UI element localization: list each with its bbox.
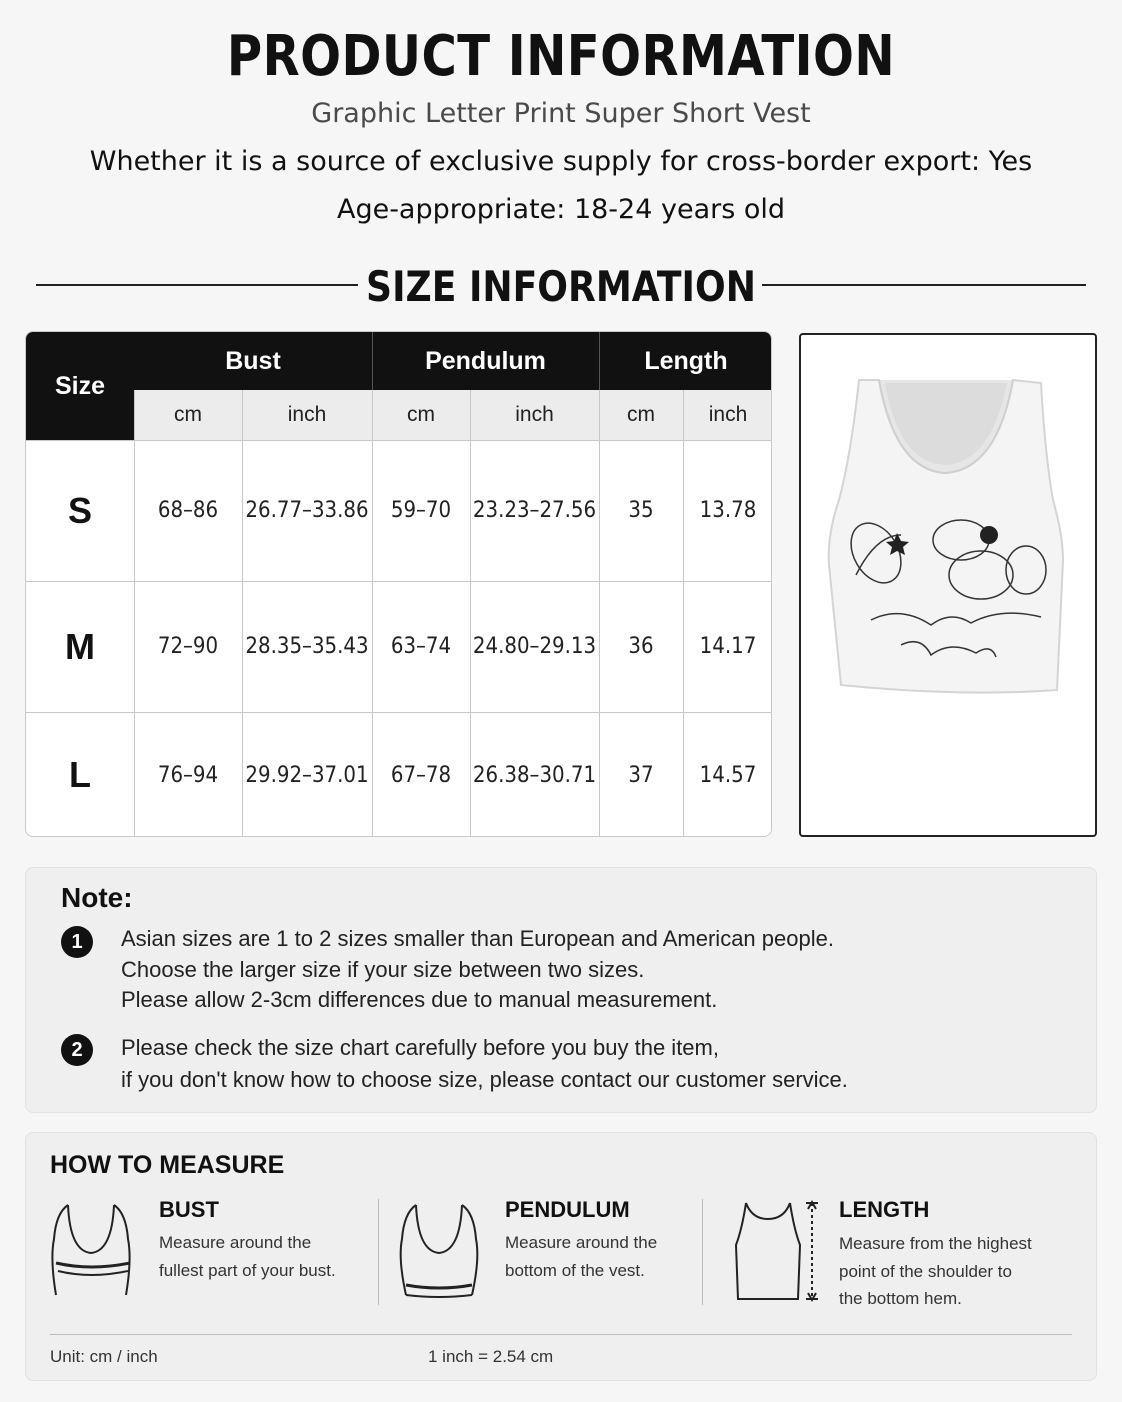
table-cell: 14.57: [683, 712, 772, 837]
pendulum-group-header: Pendulum: [372, 332, 599, 390]
length-desc: Measure from the highest: [839, 1234, 1032, 1253]
page-title: PRODUCT INFORMATION: [226, 24, 896, 89]
grid-line: [242, 390, 243, 837]
table-cell: 29.92–37.01: [242, 712, 372, 837]
grid-line: [26, 581, 772, 582]
table-cell: 36: [599, 581, 683, 712]
measure-footer-rule: [50, 1334, 1072, 1335]
bust-heading: BUST: [159, 1197, 219, 1222]
length-figure-icon: [732, 1199, 828, 1305]
bust-group-header: Bust: [134, 332, 372, 390]
size-label: S: [26, 440, 134, 581]
table-cell: 67–78: [372, 712, 470, 837]
grid-line: [26, 440, 772, 441]
table-cell: 13.78: [683, 440, 772, 581]
measure-divider: [378, 1199, 379, 1305]
bust-figure-icon: [46, 1199, 136, 1301]
measure-title: HOW TO MEASURE: [50, 1151, 285, 1179]
group-divider: [372, 332, 373, 390]
group-divider: [599, 332, 600, 390]
note-number-badge: 2: [61, 1034, 93, 1066]
crop-top-illustration: [801, 335, 1095, 835]
table-cell: 26.38–30.71: [470, 712, 599, 837]
table-cell: 59–70: [372, 440, 470, 581]
note-text: Asian sizes are 1 to 2 sizes smaller than European and American people.: [121, 926, 834, 951]
table-cell: 68–86: [134, 440, 242, 581]
size-section-header: [0, 262, 1122, 312]
table-cell: 24.80–29.13: [470, 581, 599, 712]
grid-line: [683, 390, 684, 837]
table-cell: 28.35–35.43: [242, 581, 372, 712]
conversion-note: 1 inch = 2.54 cm: [428, 1347, 554, 1366]
size-table: [25, 331, 772, 837]
unit-header: inch: [470, 390, 599, 440]
length-group-header: Length: [599, 332, 772, 390]
how-to-measure-panel: [25, 1132, 1097, 1381]
bust-desc: fullest part of your bust.: [159, 1261, 336, 1280]
table-cell: 23.23–27.56: [470, 440, 599, 581]
note-number-badge: 1: [61, 926, 93, 958]
note-panel: [25, 867, 1097, 1113]
table-cell: 26.77–33.86: [242, 440, 372, 581]
table-cell: 37: [599, 712, 683, 837]
length-desc: point of the shoulder to: [839, 1262, 1012, 1281]
table-cell: 76–94: [134, 712, 242, 837]
size-column-header: Size: [26, 332, 134, 440]
unit-header: inch: [683, 390, 772, 440]
unit-header: cm: [372, 390, 470, 440]
length-heading: LENGTH: [839, 1197, 930, 1222]
table-cell: 72–90: [134, 581, 242, 712]
size-section-title: SIZE INFORMATION: [366, 262, 756, 311]
grid-line: [470, 390, 471, 837]
product-name: Graphic Letter Print Super Short Vest: [311, 98, 811, 129]
unit-header: inch: [242, 390, 372, 440]
age-info: Age-appropriate: 18-24 years old: [336, 194, 786, 225]
pendulum-figure-icon: [394, 1199, 484, 1301]
divider-right: [762, 284, 1086, 286]
size-label: M: [26, 581, 134, 712]
note-title: Note:: [61, 882, 133, 913]
pendulum-desc: bottom of the vest.: [505, 1261, 645, 1280]
note-text: Please allow 2-3cm differences due to manual measurement.: [121, 987, 718, 1012]
grid-line: [134, 390, 135, 837]
table-cell: 35: [599, 440, 683, 581]
grid-line: [599, 390, 600, 837]
table-cell: 14.17: [683, 581, 772, 712]
export-info: Whether it is a source of exclusive supply for cross-border export: Yes: [89, 146, 1033, 177]
unit-header: cm: [134, 390, 242, 440]
note-text: if you don't know how to choose size, please contact our customer service.: [121, 1067, 848, 1092]
grid-line: [372, 390, 373, 837]
unit-header: cm: [599, 390, 683, 440]
length-desc: the bottom hem.: [839, 1289, 962, 1308]
pendulum-desc: Measure around the: [505, 1233, 658, 1252]
pendulum-heading: PENDULUM: [505, 1197, 630, 1222]
bust-desc: Measure around the: [159, 1233, 312, 1252]
product-image: [799, 333, 1097, 837]
size-label: L: [26, 712, 134, 837]
note-text: Please check the size chart carefully before you buy the item,: [121, 1035, 719, 1060]
note-text: Choose the larger size if your size between two sizes.: [121, 957, 645, 982]
grid-line: [26, 712, 772, 713]
measure-divider: [702, 1199, 703, 1305]
table-cell: 63–74: [372, 581, 470, 712]
unit-note: Unit: cm / inch: [50, 1347, 158, 1366]
